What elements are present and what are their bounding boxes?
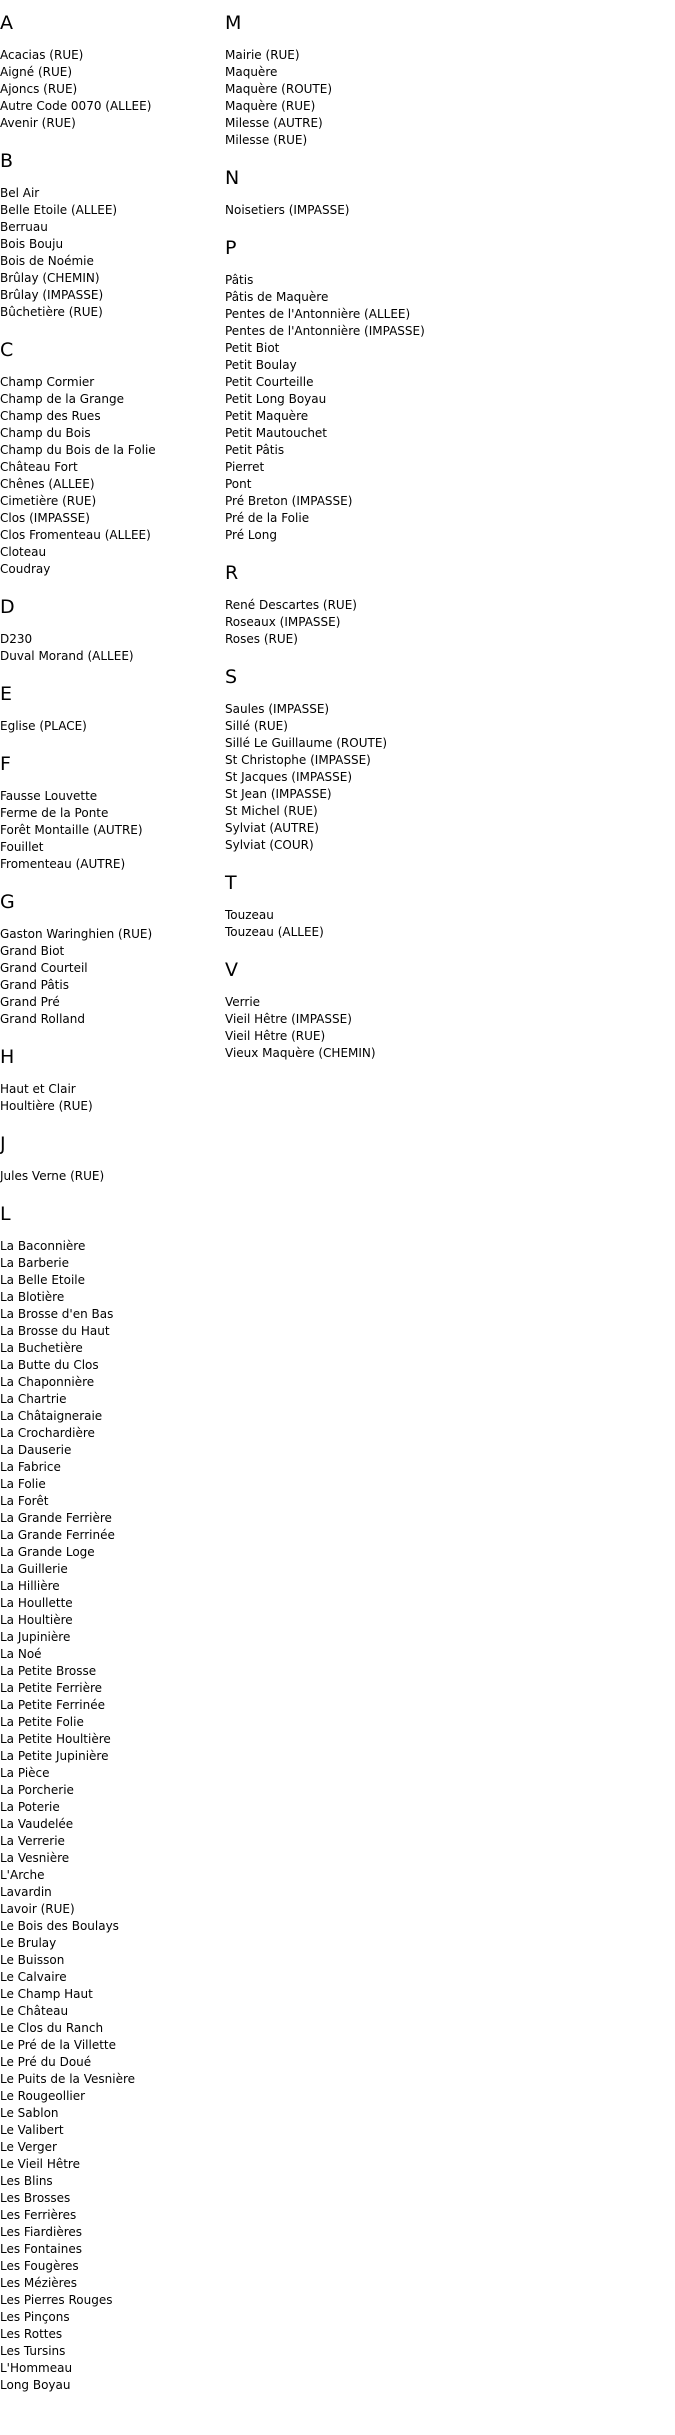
street-name-item: Jules Verne (RUE) [0,1169,105,1183]
street-name-item: Cloteau [0,545,47,559]
letter-section-a [0,12,220,132]
street-list [0,1168,220,1185]
street-name-item: Grand Biot [0,944,65,958]
street-name-item: Les Fougères [0,2259,79,2273]
street-list [0,788,220,873]
street-name-item: Le Rougeollier [0,2089,86,2103]
street-name-item: D230 [0,632,33,646]
street-name-item: Gaston Waringhien (RUE) [0,927,153,941]
street-list [0,47,220,132]
street-name-item: Pentes de l'Antonnière (IMPASSE) [225,324,425,338]
street-name-item: Sillé Le Guillaume (ROUTE) [225,736,388,750]
street-name-item: La Vaudelée [0,1817,74,1831]
street-name-item: Milesse (RUE) [225,133,308,147]
street-name-item: Milesse (AUTRE) [225,116,323,130]
street-list [225,47,665,149]
section-letter-heading: C [0,339,14,361]
section-letter-heading: M [225,12,242,34]
street-name-item: Clos (IMPASSE) [0,511,90,525]
street-name-item: Saules (IMPASSE) [225,702,330,716]
street-name-item: La Houltière [0,1613,73,1627]
street-name-item: La Chaponnière [0,1375,95,1389]
street-name-item: La Brosse d'en Bas [0,1307,114,1321]
street-name-item: Touzeau (ALLEE) [225,925,324,939]
street-name-item: Le Pré du Doué [0,2055,92,2069]
street-name-item: Chênes (ALLEE) [0,477,95,491]
street-name-item: La Crochardière [0,1426,95,1440]
street-name-item: Forêt Montaille (AUTRE) [0,823,143,837]
street-name-item: Bois Bouju [0,237,64,251]
street-name-item: La Petite Folie [0,1715,84,1729]
street-name-item: Noisetiers (IMPASSE) [225,203,350,217]
street-list [0,631,220,665]
street-name-item: Grand Courteil [0,961,88,975]
section-letter-heading: R [225,562,239,584]
street-name-item: La Guillerie [0,1562,68,1576]
letter-section-m [225,12,665,149]
street-name-item: La Folie [0,1477,46,1491]
letter-section-c [0,339,220,578]
street-name-item: La Petite Jupinière [0,1749,109,1763]
street-name-item: Sylviat (COUR) [225,838,314,852]
street-name-item: Eglise (PLACE) [0,719,87,733]
street-name-item: Champ de la Grange [0,392,124,406]
street-name-item: Lavoir (RUE) [0,1902,75,1916]
street-name-item: Sillé (RUE) [225,719,288,733]
street-name-item: Pont [225,477,252,491]
street-name-item: Cimetière (RUE) [0,494,97,508]
street-name-item: Le Brulay [0,1936,57,1950]
street-name-item: Pierret [225,460,265,474]
street-name-item: Petit Long Boyau [225,392,327,406]
street-name-item: Lavardin [0,1885,52,1899]
street-name-item: La Forêt [0,1494,49,1508]
street-name-item: La Verrerie [0,1834,65,1848]
letter-section-h [0,1046,220,1115]
section-letter-heading: L [0,1203,11,1225]
street-name-item: Aigné (RUE) [0,65,73,79]
street-name-item: Bel Air [0,186,40,200]
street-name-item: Roseaux (IMPASSE) [225,615,341,629]
street-name-item: Le Verger [0,2140,57,2154]
street-list [225,202,665,219]
street-name-item: La Jupinière [0,1630,71,1644]
street-name-item: Fouillet [0,840,44,854]
street-name-item: La Belle Etoile [0,1273,86,1287]
street-name-item: Petit Biot [225,341,280,355]
street-name-item: Pâtis de Maquère [225,290,329,304]
section-letter-heading: N [225,167,240,189]
street-name-item: Champ des Rues [0,409,101,423]
street-name-item: La Petite Brosse [0,1664,97,1678]
street-name-item: Champ Cormier [0,375,95,389]
street-name-item: Le Puits de la Vesnière [0,2072,136,2086]
street-list [225,597,665,648]
letter-section-s [225,666,665,854]
street-name-item: St Michel (RUE) [225,804,318,818]
street-name-item: Sylviat (AUTRE) [225,821,319,835]
street-name-item: La Petite Ferrinée [0,1698,105,1712]
street-name-item: Château Fort [0,460,78,474]
street-name-item: Ferme de la Ponte [0,806,109,820]
letter-section-f [0,753,220,873]
street-name-item: Le Château [0,2004,69,2018]
street-name-item: Mairie (RUE) [225,48,300,62]
street-name-item: Duval Morand (ALLEE) [0,649,134,663]
section-letter-heading: J [0,1133,6,1155]
street-name-item: Houltière (RUE) [0,1099,93,1113]
street-name-item: Les Mézières [0,2276,77,2290]
street-name-item: Vieux Maquère (CHEMIN) [225,1046,376,1060]
street-name-item: La Petite Houltière [0,1732,111,1746]
street-name-item: Le Calvaire [0,1970,67,1984]
street-name-item: Haut et Clair [0,1082,76,1096]
street-name-item: Les Pierres Rouges [0,2293,113,2307]
street-index-right-column [225,0,665,1080]
street-name-item: La Fabrice [0,1460,61,1474]
street-name-item: Le Sablon [0,2106,59,2120]
street-list [225,272,665,544]
street-name-item: Maquère [225,65,278,79]
street-name-item: St Jean (IMPASSE) [225,787,332,801]
street-name-item: Brûlay (CHEMIN) [0,271,100,285]
street-name-item: Les Fontaines [0,2242,82,2256]
street-name-item: Autre Code 0070 (ALLEE) [0,99,152,113]
street-name-item: La Baconnière [0,1239,86,1253]
street-name-item: Vieil Hêtre (RUE) [225,1029,326,1043]
street-name-item: Fausse Louvette [0,789,98,803]
section-letter-heading: G [0,891,15,913]
street-name-item: La Poterie [0,1800,60,1814]
street-name-item: La Porcherie [0,1783,74,1797]
street-name-item: Grand Rolland [0,1012,86,1026]
letter-section-b [0,150,220,321]
section-letter-heading: A [0,12,13,34]
section-letter-heading: V [225,959,238,981]
street-name-item: Le Valibert [0,2123,64,2137]
street-name-item: Long Boyau [0,2378,71,2392]
street-name-item: Pré Breton (IMPASSE) [225,494,353,508]
street-name-item: La Blotière [0,1290,65,1304]
street-name-item: Petit Courteille [225,375,314,389]
letter-section-p [225,237,665,544]
street-name-item: Les Rottes [0,2327,63,2341]
letter-section-v [225,959,665,1062]
section-letter-heading: H [0,1046,15,1068]
street-name-item: Pâtis [225,273,254,287]
letter-section-r [225,562,665,648]
street-name-item: René Descartes (RUE) [225,598,357,612]
street-list [0,1081,220,1115]
street-name-item: Le Bois des Boulays [0,1919,119,1933]
street-name-item: La Barberie [0,1256,70,1270]
street-name-item: La Châtaigneraie [0,1409,103,1423]
street-name-item: L'Hommeau [0,2361,73,2375]
street-name-item: La Brosse du Haut [0,1324,110,1338]
letter-section-g [0,891,220,1028]
street-name-item: La Buchetière [0,1341,83,1355]
street-name-item: Les Fiardières [0,2225,83,2239]
street-name-item: Le Champ Haut [0,1987,93,2001]
street-name-item: Clos Fromenteau (ALLEE) [0,528,151,542]
street-name-item: Fromenteau (AUTRE) [0,857,126,871]
street-name-item: Grand Pré [0,995,60,1009]
section-letter-heading: T [225,872,237,894]
street-list [225,701,665,854]
street-name-item: La Butte du Clos [0,1358,99,1372]
street-name-item: La Dauserie [0,1443,72,1457]
street-name-item: Les Blins [0,2174,53,2188]
street-name-item: Les Brosses [0,2191,71,2205]
street-name-item: La Pièce [0,1766,50,1780]
letter-section-d [0,596,220,665]
letter-section-n [225,167,665,219]
street-list [225,907,665,941]
street-name-item: La Grande Loge [0,1545,95,1559]
street-index-left-column [0,0,220,2412]
street-name-item: Petit Mautouchet [225,426,328,440]
section-letter-heading: B [0,150,14,172]
street-name-item: Touzeau [225,908,274,922]
street-name-item: La Noé [0,1647,42,1661]
street-name-item: Petit Pâtis [225,443,285,457]
letter-section-t [225,872,665,941]
street-name-item: Vieil Hêtre (IMPASSE) [225,1012,352,1026]
street-name-item: La Grande Ferrinée [0,1528,115,1542]
street-list [0,1238,220,2394]
street-list [0,374,220,578]
street-name-item: Le Vieil Hêtre [0,2157,80,2171]
street-name-item: St Jacques (IMPASSE) [225,770,353,784]
street-name-item: Les Pinçons [0,2310,70,2324]
street-name-item: Avenir (RUE) [0,116,76,130]
letter-section-l [0,1203,220,2394]
section-letter-heading: P [225,237,237,259]
street-list [0,185,220,321]
street-name-item: La Chartrie [0,1392,67,1406]
street-name-item: Le Pré de la Villette [0,2038,117,2052]
section-letter-heading: E [0,683,13,705]
street-name-item: Coudray [0,562,51,576]
street-name-item: Le Clos du Ranch [0,2021,104,2035]
street-name-item: La Vesnière [0,1851,70,1865]
street-name-item: La Hillière [0,1579,60,1593]
section-letter-heading: F [0,753,11,775]
street-name-item: Acacias (RUE) [0,48,84,62]
street-name-item: Bûchetière (RUE) [0,305,103,319]
street-name-item: Petit Maquère [225,409,309,423]
street-name-item: Pré de la Folie [225,511,310,525]
street-name-item: Roses (RUE) [225,632,298,646]
street-name-item: Maquère (RUE) [225,99,316,113]
street-name-item: Verrie [225,995,261,1009]
street-name-item: Ajoncs (RUE) [0,82,78,96]
street-name-item: Grand Pâtis [0,978,69,992]
street-name-item: La Houllette [0,1596,73,1610]
section-letter-heading: D [0,596,15,618]
street-list [225,994,665,1062]
street-name-item: Les Ferrières [0,2208,77,2222]
street-list [0,718,220,735]
street-name-item: L'Arche [0,1868,45,1882]
street-name-item: St Christophe (IMPASSE) [225,753,371,767]
letter-section-j [0,1133,220,1185]
street-name-item: Bois de Noémie [0,254,94,268]
street-name-item: Berruau [0,220,48,234]
street-name-item: Pentes de l'Antonnière (ALLEE) [225,307,411,321]
street-name-item: Belle Etoile (ALLEE) [0,203,118,217]
street-name-item: Le Buisson [0,1953,65,1967]
street-name-item: Les Tursins [0,2344,66,2358]
street-name-item: Champ du Bois de la Folie [0,443,156,457]
street-name-item: Brûlay (IMPASSE) [0,288,104,302]
street-list [0,926,220,1028]
street-name-item: Petit Boulay [225,358,297,372]
street-name-item: Maquère (ROUTE) [225,82,333,96]
street-name-item: La Petite Ferrière [0,1681,103,1695]
street-name-item: Pré Long [225,528,277,542]
letter-section-e [0,683,220,735]
section-letter-heading: S [225,666,238,688]
street-name-item: Champ du Bois [0,426,91,440]
street-name-item: La Grande Ferrière [0,1511,112,1525]
